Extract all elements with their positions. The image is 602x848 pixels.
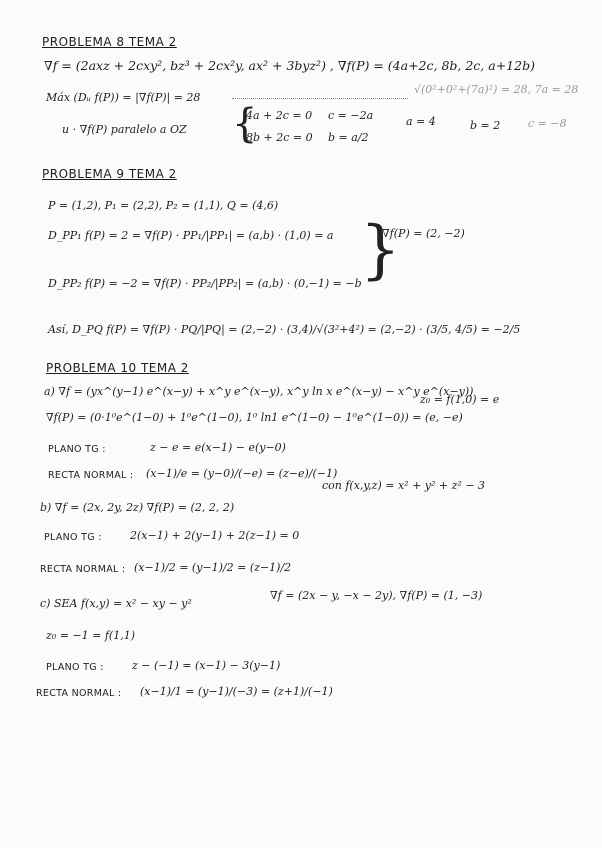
- p10c-function: c) SEA f(x,y) = x² − xy − y²: [40, 597, 192, 610]
- p10b-function: con f(x,y,z) = x² + y² + z² − 3: [322, 479, 486, 492]
- p8-gradient-line: ∇f = (2axz + 2cxy², bz³ + 2cx²y, ax² + 3byz²) , ∇f(P) = (4a+2c, 8b, 2c, a+12b): [44, 58, 535, 73]
- p10a-recta: (x−1)/e = (y−0)/(−e) = (z−e)/(−1): [146, 467, 338, 480]
- p8-b-value: b = 2: [470, 119, 501, 132]
- heading-problema-8: PROBLEMA 8 TEMA 2: [42, 35, 177, 49]
- p9-directional-1: D_PP₁ f(P) = 2 = ∇f(P) · PP₁/|PP₁| = (a,b) · (1,0) = a: [48, 229, 334, 242]
- p9-directional-2: D_PP₂ f(P) = −2 = ∇f(P) · PP₂/|PP₂| = (a,b) · (0,−1) = −b: [48, 277, 362, 290]
- p10b-plano: 2(x−1) + 2(y−1) + 2(z−1) = 0: [130, 529, 300, 542]
- p10b-recta: (x−1)/2 = (y−1)/2 = (z−1)/2: [134, 561, 292, 574]
- p10c-plano-label: PLANO TG :: [46, 662, 104, 673]
- p10b-recta-label: RECTA NORMAL :: [40, 564, 126, 575]
- p10a-plano: z − e = e(x−1) − e(y−0): [150, 441, 286, 454]
- p8-max-directional: Máx (Dᵤ f(P)) = |∇f(P)| = 28: [46, 91, 201, 104]
- p8-eq2: 8b + 2c = 0: [246, 131, 313, 144]
- p8-norm-calc: √(0²+0²+(7a)²) = 28, 7a = 28: [414, 83, 579, 96]
- p8-a-value: a = 4: [406, 115, 436, 128]
- p10c-gradient: ∇f = (2x − y, −x − 2y), ∇f(P) = (1, −3): [270, 589, 483, 602]
- p10a-recta-label: RECTA NORMAL :: [48, 470, 134, 481]
- p10a-gradient: a) ∇f = (yx^(y−1) e^(x−y) + x^y e^(x−y), x^y ln x e^(x−y) − x^y e^(x−y)): [44, 385, 474, 398]
- heading-problema-9: PROBLEMA 9 TEMA 2: [42, 167, 177, 181]
- p8-c-result: c = −2a: [328, 109, 374, 122]
- p10c-recta: (x−1)/1 = (y−1)/(−3) = (z+1)/(−1): [140, 685, 333, 698]
- p10c-recta-label: RECTA NORMAL :: [36, 688, 122, 699]
- p8-dotted-connector: [232, 98, 408, 99]
- p8-parallel-condition: u · ∇f(P) paralelo a OZ: [62, 123, 187, 136]
- p9-points: P = (1,2), P₁ = (2,2), P₂ = (1,1), Q = (4,6): [48, 199, 279, 212]
- p8-c-value: c = −8: [528, 117, 567, 130]
- p8-b-result: b = a/2: [328, 131, 369, 144]
- p10c-plano: z − (−1) = (x−1) − 3(y−1): [132, 659, 281, 672]
- p8-eq1: 4a + 2c = 0: [246, 109, 313, 122]
- heading-problema-10: PROBLEMA 10 TEMA 2: [46, 361, 189, 375]
- p9-brace: }: [360, 213, 401, 287]
- p10b-gradient: b) ∇f = (2x, 2y, 2z) ∇f(P) = (2, 2, 2): [40, 501, 235, 514]
- p10a-z0: z₀ = f(1,0) = e: [420, 393, 500, 406]
- p10b-plano-label: PLANO TG :: [44, 532, 102, 543]
- p9-conclusion: Así, D_PQ f(P) = ∇f(P) · PQ/|PQ| = (2,−2) · (3,4)/√(3²+4²) = (2,−2) · (3/5, 4/5) = −2/5: [48, 323, 521, 336]
- p10c-z0: z₀ = −1 = f(1,1): [46, 629, 135, 642]
- p9-gradient-result: ∇f(P) = (2, −2): [382, 227, 465, 240]
- p10a-gradient-at-p: ∇f(P) = (0·1⁰e^(1−0) + 1⁰e^(1−0), 1⁰ ln1 e^(1−0) − 1⁰e^(1−0)) = (e, −e): [46, 411, 463, 424]
- p8-system-brace: {: [232, 101, 258, 147]
- p10a-plano-label: PLANO TG :: [48, 444, 106, 455]
